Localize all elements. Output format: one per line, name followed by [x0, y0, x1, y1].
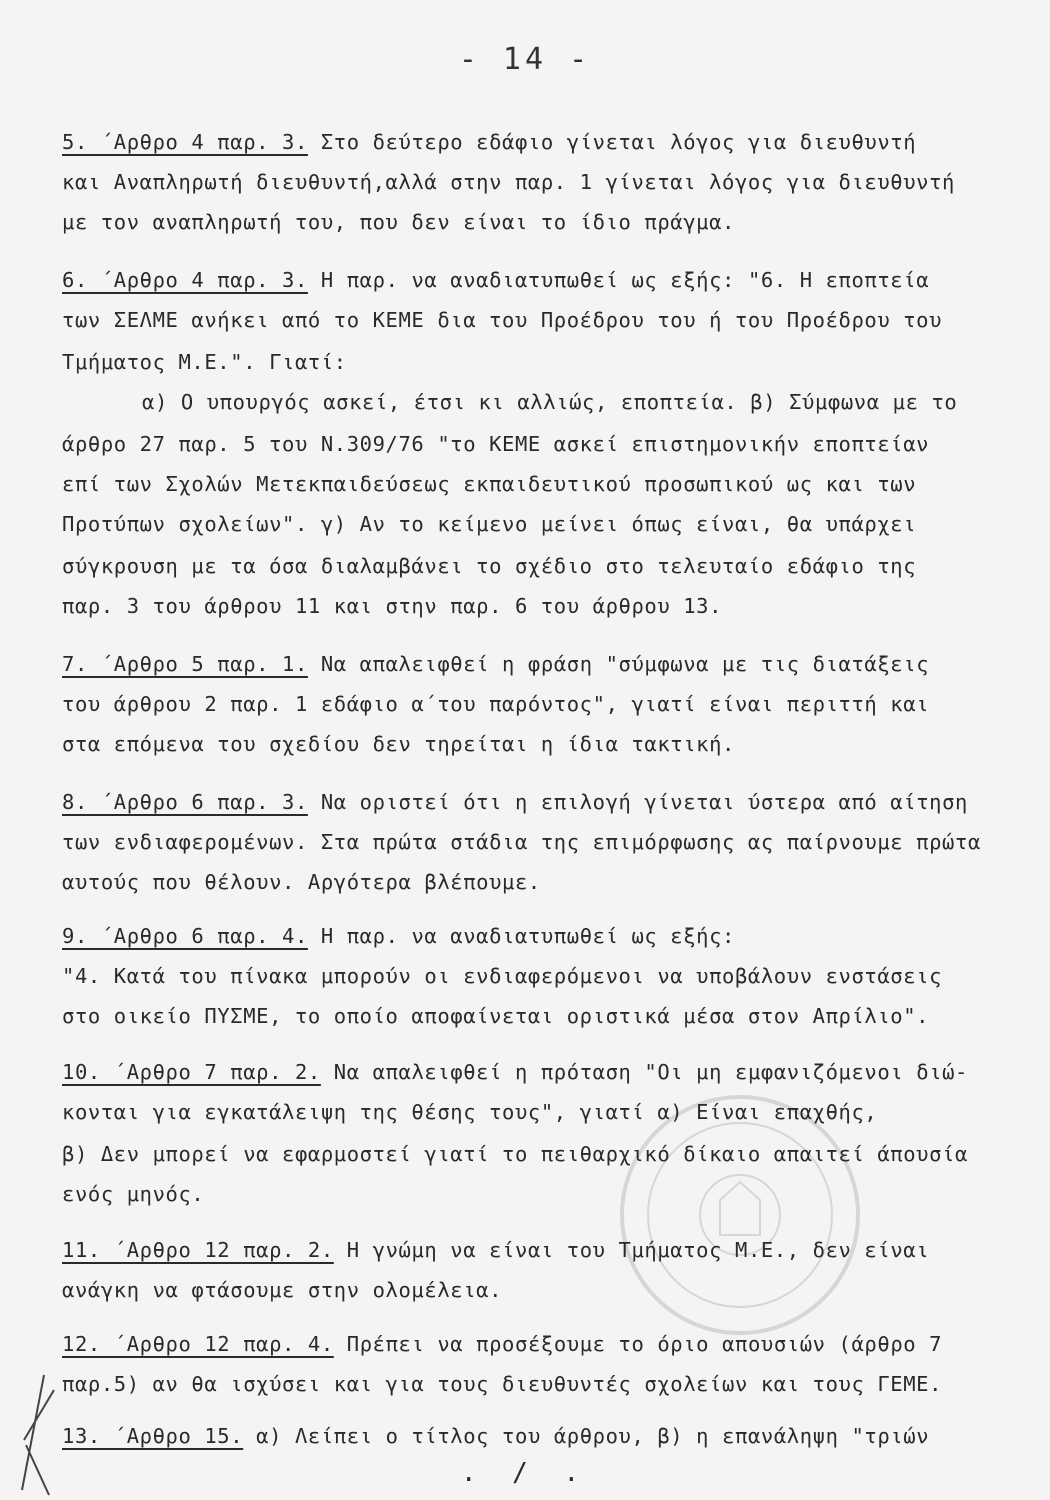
article-heading: 6. ΄Αρθρο 4 παρ. 3.: [62, 268, 308, 292]
paragraph-line: Τμήματος Μ.Ε.". Γιατί:: [62, 350, 347, 374]
paragraph-line: "4. Κατά του πίνακα μπορούν οι ενδιαφερόμενοι να υποβάλουν ενστάσεις: [62, 964, 943, 988]
paragraph-line: 6. ΄Αρθρο 4 παρ. 3. Η παρ. να αναδιατυπωθεί ως εξής: "6. Η εποπτεία: [62, 268, 930, 292]
paragraph-line: με τον αναπληρωτή του, που δεν είναι το ίδιο πράγμα.: [62, 210, 735, 234]
paragraph-line: του άρθρου 2 παρ. 1 εδάφιο α΄του παρόντος", γιατί είναι περιττή και: [62, 692, 930, 716]
paragraph-line: 7. ΄Αρθρο 5 παρ. 1. Να απαλειφθεί η φράση "σύμφωνα με τις διατάξεις: [62, 652, 930, 676]
paragraph-line: αυτούς που θέλουν. Αργότερα βλέπουμε.: [62, 870, 541, 894]
paragraph-line: και Αναπληρωτή διευθυντή,αλλά στην παρ. 1 γίνεται λόγος για διευθυντή: [62, 170, 956, 194]
paragraph-line: στα επόμενα του σχεδίου δεν τηρείται η ίδια τακτική.: [62, 732, 735, 756]
paragraph-line: ανάγκη να φτάσουμε στην ολομέλεια.: [62, 1278, 503, 1302]
article-heading: 12. ΄Αρθρο 12 παρ. 4.: [62, 1332, 334, 1356]
paragraph-line: στο οικείο ΠΥΣΜΕ, το οποίο αποφαίνεται οριστικά μέσα στον Απρίλιο".: [62, 1004, 930, 1028]
article-heading: 10. ΄Αρθρο 7 παρ. 2.: [62, 1060, 321, 1084]
paragraph-line: β) Δεν μπορεί να εφαρμοστεί γιατί το πειθαρχικό δίκαιο απαιτεί άπουσία: [62, 1142, 968, 1166]
article-heading: 5. ΄Αρθρο 4 παρ. 3.: [62, 130, 308, 154]
circular-stamp: [615, 1090, 865, 1340]
paragraph-line: 11. ΄Αρθρο 12 παρ. 2. Η γνώμη να είναι του Τμήματος Μ.Ε., δεν είναι: [62, 1238, 930, 1262]
paragraph-line: 13. ΄Αρθρο 15. α) Λείπει ο τίτλος του άρθρου, β) η επανάληψη "τριών: [62, 1424, 930, 1448]
paragraph-line: επί των Σχολών Μετεκπαιδεύσεως εκπαιδευτικού προσωπικού ως και των: [62, 472, 917, 496]
article-heading: 7. ΄Αρθρο 5 παρ. 1.: [62, 652, 308, 676]
paragraph-line: ενός μηνός.: [62, 1182, 205, 1206]
paragraph-line: 9. ΄Αρθρο 6 παρ. 4. Η παρ. να αναδιατυπωθεί ως εξής:: [62, 924, 736, 948]
paragraph-line: Προτύπων σχολείων". γ) Αν το κείμενο μείνει όπως είναι, θα υπάρχει: [62, 512, 917, 536]
paragraph-line: των ενδιαφερομένων. Στα πρώτα στάδια της επιμόρφωσης ας παίρνουμε πρώτα: [62, 830, 981, 854]
paragraph-line: 12. ΄Αρθρο 12 παρ. 4. Πρέπει να προσέξουμε το όριο απουσιών (άρθρο 7: [62, 1332, 943, 1356]
paragraph-line: παρ. 3 του άρθρου 11 και στην παρ. 6 του άρθρου 13.: [62, 594, 723, 618]
paragraph-line: 5. ΄Αρθρο 4 παρ. 3. Στο δεύτερο εδάφιο γίνεται λόγος για διευθυντή: [62, 130, 917, 154]
page-number: - 14 -: [458, 42, 592, 77]
continuation-mark: . / .: [460, 1458, 590, 1488]
paragraph-line: α) Ο υπουργός ασκεί, έτσι κι αλλιώς, εποπτεία. β) Σύμφωνα με το: [142, 390, 958, 414]
article-heading: 13. ΄Αρθρο 15.: [62, 1424, 244, 1448]
paragraph-line: των ΣΕΛΜΕ ανήκει από το ΚΕΜΕ δια του Προέδρου του ή του Προέδρου του: [62, 308, 943, 332]
article-heading: 11. ΄Αρθρο 12 παρ. 2.: [62, 1238, 334, 1262]
paragraph-line: κονται για εγκατάλειψη της θέσης τους", γιατί α) Είναι επαχθής,: [62, 1100, 878, 1124]
article-heading: 8. ΄Αρθρο 6 παρ. 3.: [62, 790, 308, 814]
paragraph-line: 10. ΄Αρθρο 7 παρ. 2. Να απαλειφθεί η πρόταση "Οι μη εμφανιζόμενοι διώ-: [62, 1060, 968, 1084]
article-heading: 9. ΄Αρθρο 6 παρ. 4.: [62, 924, 308, 948]
paragraph-line: άρθρο 27 παρ. 5 του Ν.309/76 "το ΚΕΜΕ ασκεί επιστημονικήν εποπτείαν: [62, 432, 930, 456]
paragraph-line: σύγκρουση με τα όσα διαλαμβάνει το σχέδιο στο τελευταίο εδάφιο της: [62, 554, 917, 578]
paragraph-line: παρ.5) αν θα ισχύσει και για τους διευθυντές σχολείων και τους ΓΕΜΕ.: [62, 1372, 943, 1396]
paragraph-line: 8. ΄Αρθρο 6 παρ. 3. Να οριστεί ότι η επιλογή γίνεται ύστερα από αίτηση: [62, 790, 968, 814]
